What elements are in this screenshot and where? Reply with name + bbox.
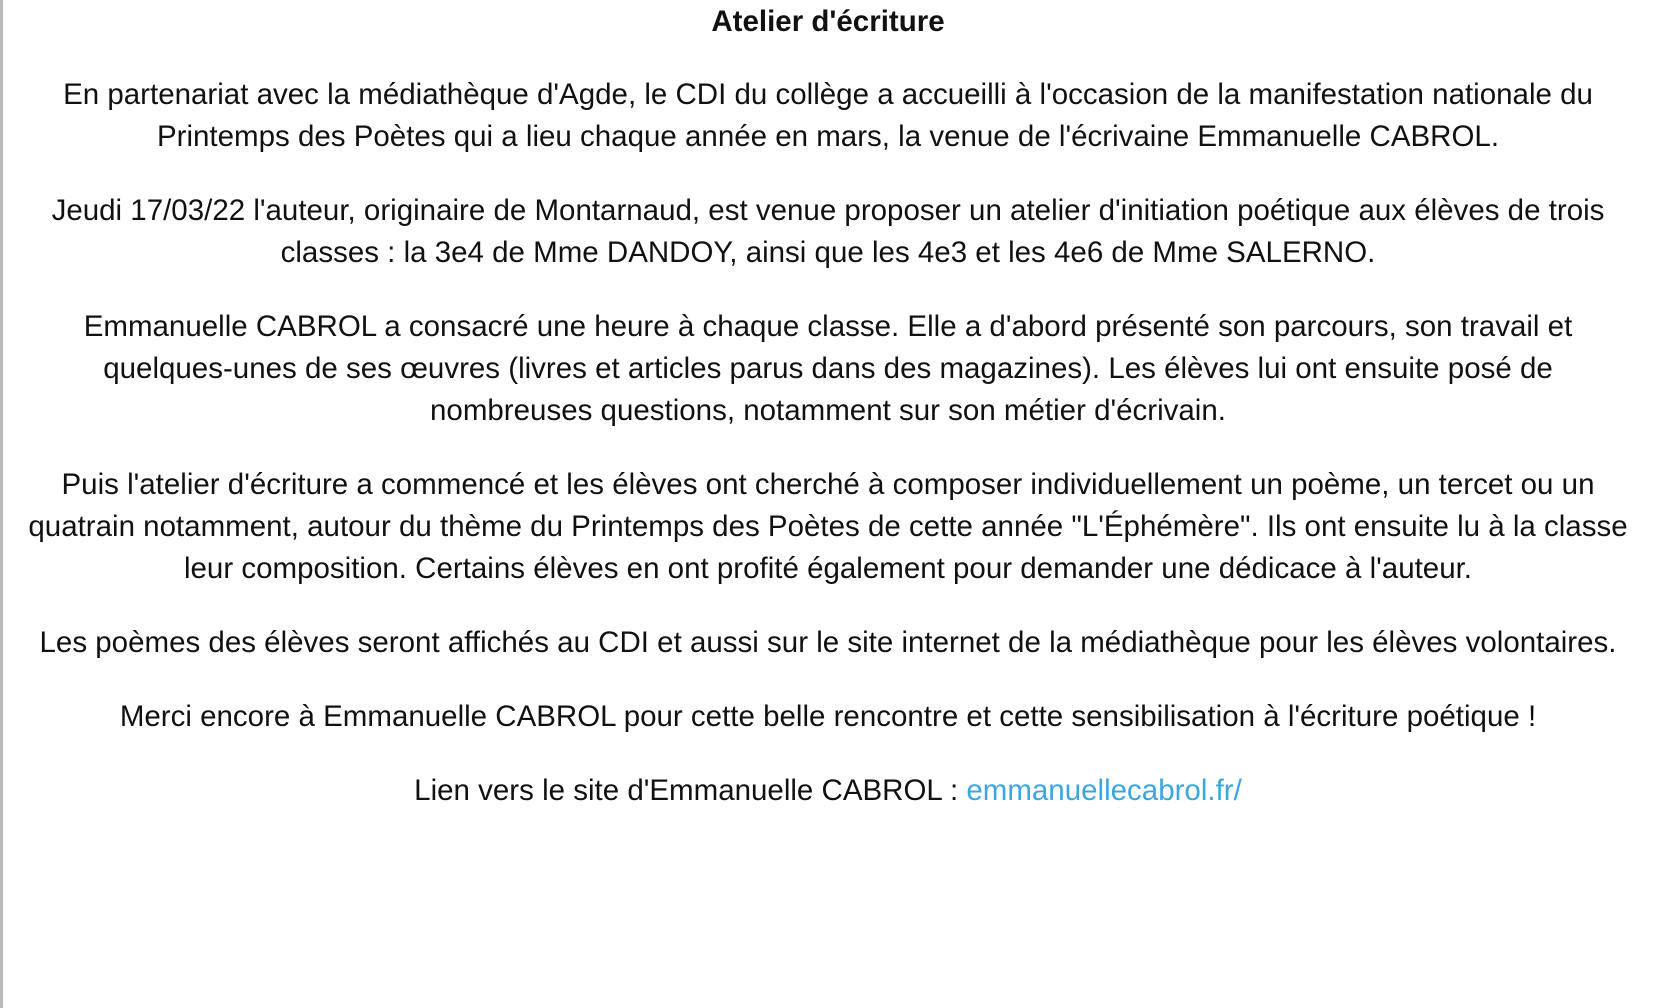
paragraph-intro: En partenariat avec la médiathèque d'Agde, le CDI du collège a accueilli à l'occasion de la manifestation nationale du Printemps des Poètes qui a lieu chaque année en mars, la venue de l'écrivaine Emmanuelle CABROL. bbox=[63, 78, 1593, 153]
author-website-link[interactable]: emmanuellecabrol.fr/ bbox=[966, 774, 1242, 807]
paragraph-thanks: Merci encore à Emmanuelle CABROL pour cette belle rencontre et cette sensibilisation à l'écriture poétique ! bbox=[119, 700, 1537, 733]
left-border-rule bbox=[0, 0, 3, 1008]
paragraph-visit-date: Jeudi 17/03/22 l'auteur, originaire de Montarnaud, est venue proposer un atelier d'initiation poétique aux élèves de trois classes : la 3e4 de Mme DANDOY, ainsi que les 4e3 et les 4e6 de Mme SALERNO. bbox=[51, 194, 1605, 269]
link-prefix: Lien vers le site d'Emmanuelle CABROL : bbox=[414, 774, 967, 807]
article-title: Atelier d'écriture bbox=[711, 5, 945, 38]
article-body bbox=[28, 0, 1628, 812]
paragraph-presentation: Emmanuelle CABROL a consacré une heure à chaque classe. Elle a d'abord présenté son parcours, son travail et quelques-unes de ses œuvres (livres et articles parus dans des magazines). Les élèves lui ont ensuite posé de nombreuses questions, notamment sur son métier d'écrivain. bbox=[83, 310, 1573, 427]
link-line bbox=[28, 770, 1628, 812]
paragraph-workshop: Puis l'atelier d'écriture a commencé et les élèves ont cherché à composer individuellement un poème, un tercet ou un quatrain notamment, autour du thème du Printemps des Poètes de cette année "L'Éphémère". Ils ont ensuite lu à la classe leur composition. Certains élèves en ont profité également pour demander une dédicace à l'auteur. bbox=[28, 468, 1628, 585]
paragraph-display: Les poèmes des élèves seront affichés au CDI et aussi sur le site internet de la médiathèque pour les élèves volontaires. bbox=[39, 626, 1617, 659]
